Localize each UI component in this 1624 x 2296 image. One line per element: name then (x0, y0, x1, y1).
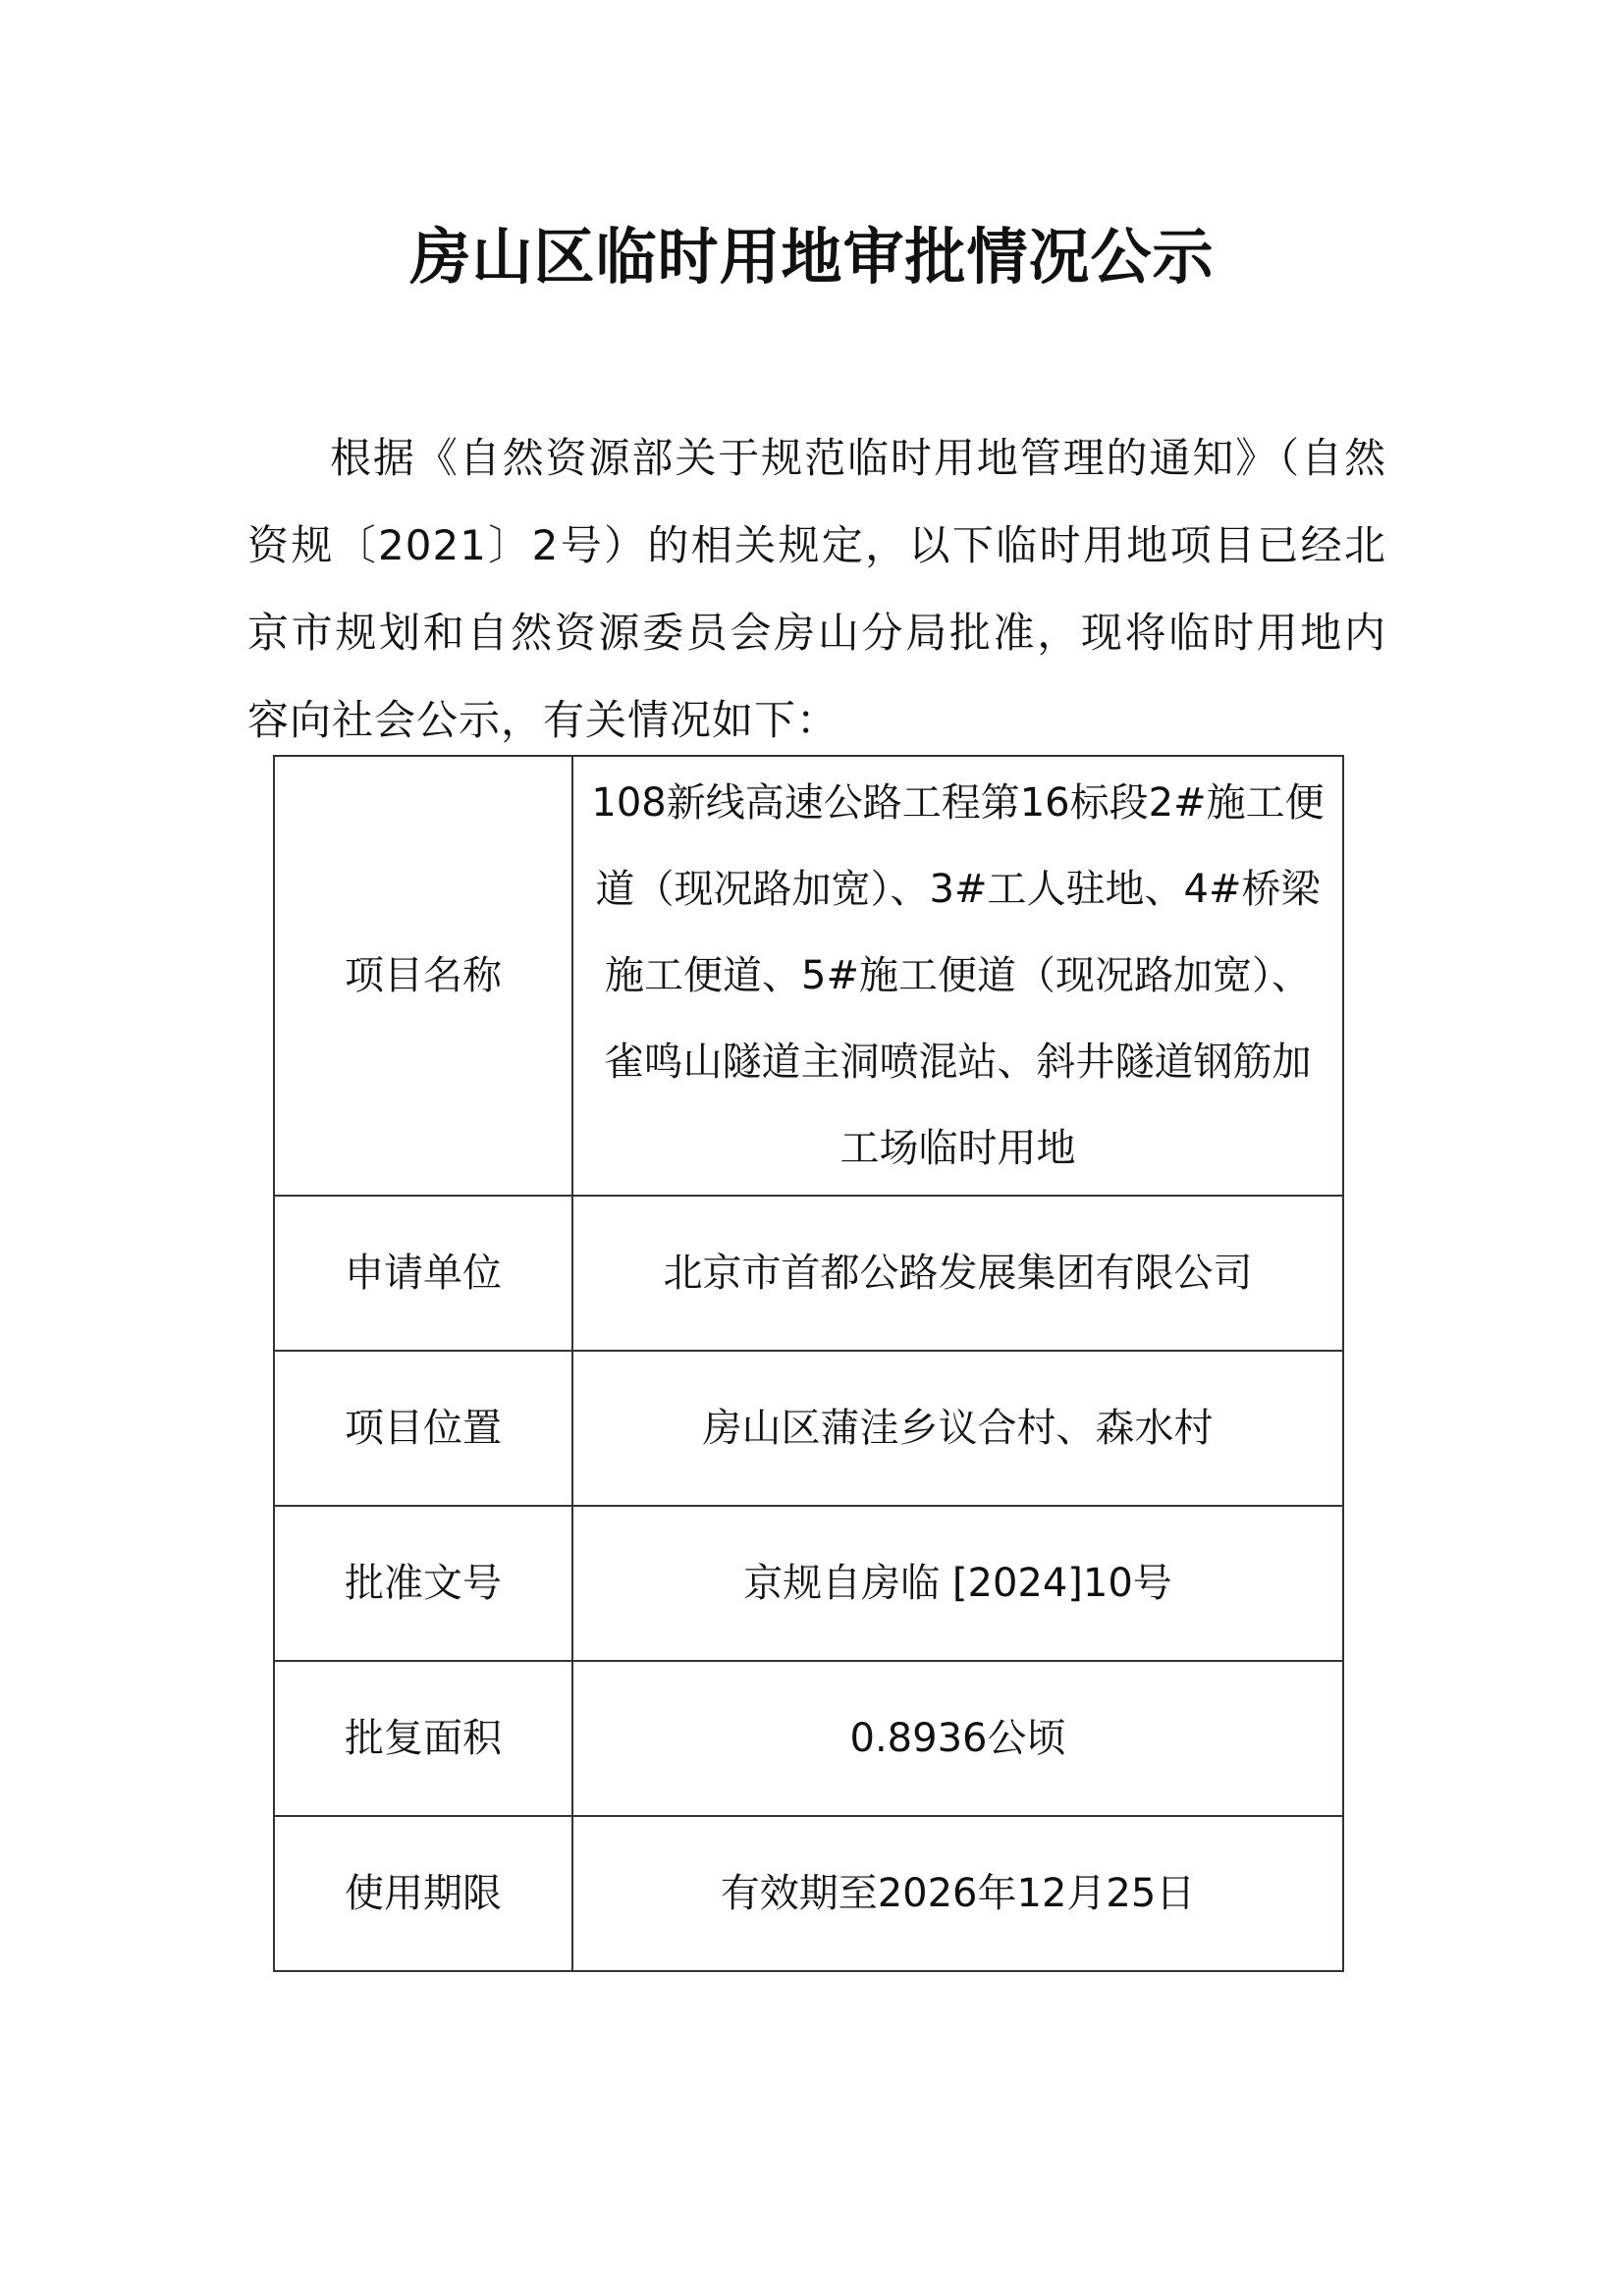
location-label: 项目位置 (274, 1351, 572, 1506)
approval-number-label: 批准文号 (274, 1506, 572, 1661)
applicant-value: 北京市首都公路发展集团有限公司 (572, 1196, 1343, 1351)
approved-area-value: 0.8936公顷 (572, 1661, 1343, 1816)
usage-period-value: 有效期至2026年12月25日 (572, 1816, 1343, 1971)
approval-number-value: 京规自房临 [2024]10号 (572, 1506, 1343, 1661)
table-row-usage-period (274, 1816, 1343, 1971)
table-row-location (274, 1351, 1343, 1506)
approval-info-table (273, 755, 1344, 1972)
document-title: 房山区临时用地审批情况公示 (409, 221, 1215, 293)
approved-area-label: 批复面积 (274, 1661, 572, 1816)
table-row-applicant (274, 1196, 1343, 1351)
project-name-value: 108新线高速公路工程第16标段2#施工便道（现况路加宽）、3#工人驻地、4#桥梁施工便道、5#施工便道（现况路加宽）、雀鸣山隧道主洞喷混站、斜井隧道钢筋加工场临时用地 (572, 756, 1343, 1196)
applicant-label: 申请单位 (274, 1196, 572, 1351)
intro-paragraph: 根据《自然资源部关于规范临时用地管理的通知》（自然资规〔2021〕2号）的相关规定，以下临时用地项目已经北京市规划和自然资源委员会房山分局批准，现将临时用地内容向社会公示，有关情况如下： (247, 434, 1386, 744)
usage-period-label: 使用期限 (274, 1816, 572, 1971)
table-row-approval-number (274, 1506, 1343, 1661)
project-name-label: 项目名称 (274, 756, 572, 1196)
location-value: 房山区蒲洼乡议合村、森水村 (572, 1351, 1343, 1506)
table-row-project-name (274, 756, 1343, 1196)
table-row-approved-area (274, 1661, 1343, 1816)
